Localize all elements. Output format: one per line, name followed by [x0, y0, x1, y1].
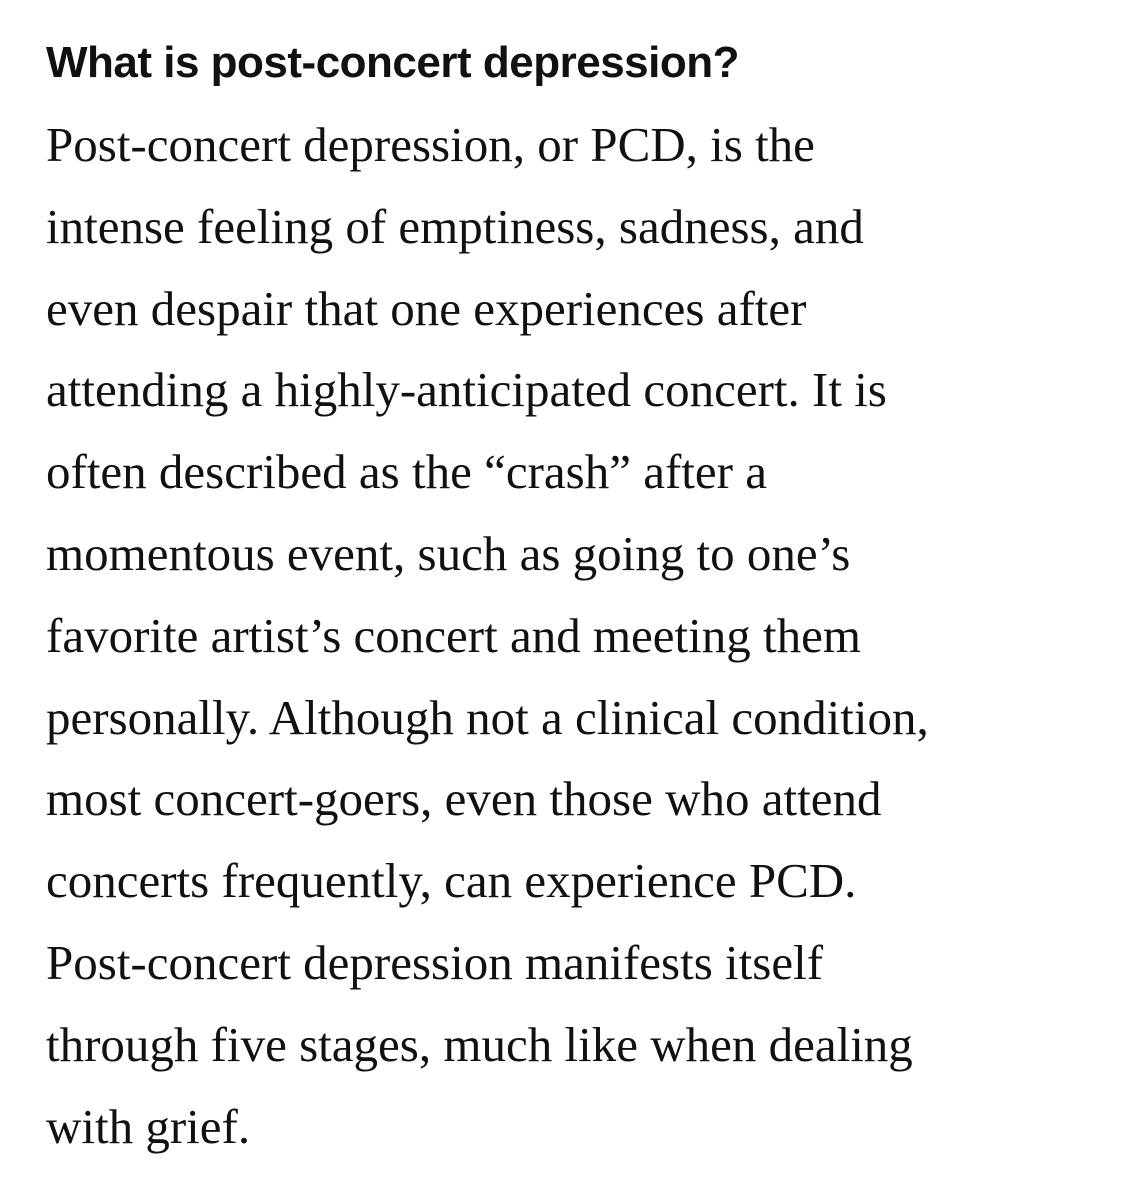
paragraph-line: often described as the “crash” after a [46, 444, 767, 500]
paragraph-line: most concert-goers, even those who attend [46, 771, 882, 827]
paragraph-line: concerts frequently, can experience PCD. [46, 853, 857, 909]
paragraph-line: Post-concert depression manifests itself [46, 934, 824, 990]
paragraph-line: favorite artist’s concert and meeting them [46, 607, 862, 663]
article-paragraph [46, 104, 1098, 1167]
paragraph-line: momentous event, such as going to one’s [46, 525, 851, 581]
paragraph-line: through five stages, much like when dealing [46, 1016, 913, 1072]
paragraph-line: attending a highly-anticipated concert. It is [46, 362, 887, 418]
paragraph-line: Post-concert depression, or PCD, is the [46, 117, 815, 172]
paragraph-line: with grief. [46, 1098, 251, 1154]
paragraph-line: intense feeling of emptiness, sadness, and [46, 198, 864, 254]
section-heading: What is post-concert depression? [46, 38, 739, 87]
paragraph-line: personally. Although not a clinical condition, [46, 689, 929, 745]
paragraph-line: even despair that one experiences after [46, 280, 807, 336]
